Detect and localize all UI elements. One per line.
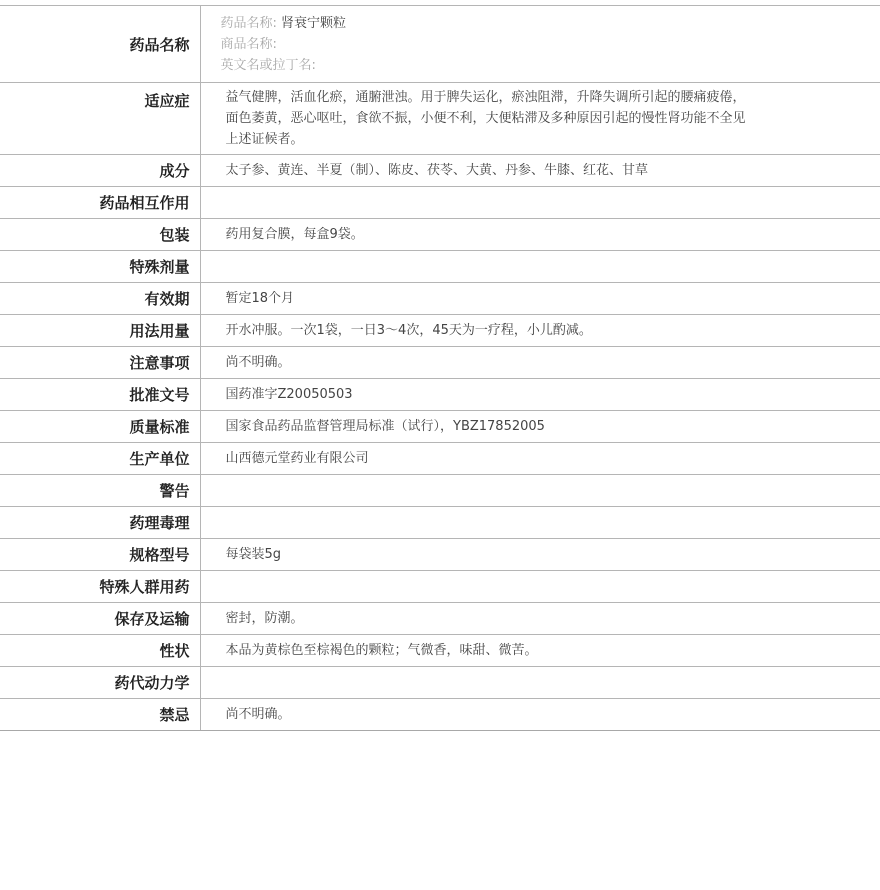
english-name-key: 英文名或拉丁名: — [220, 57, 316, 73]
row-value: 暂定18个月 — [200, 283, 880, 315]
row-value: 国药准字Z20050503 — [200, 379, 880, 411]
row-value: 尚不明确。 — [200, 347, 880, 379]
table-row — [0, 539, 880, 571]
row-value — [200, 667, 880, 699]
generic-name-key: 药品名称: — [220, 15, 277, 31]
row-label: 药理毒理 — [0, 507, 200, 539]
row-value: 开水冲服。一次1袋，一日3～4次，45天为一疗程，小儿酌减。 — [200, 315, 880, 347]
indications-line: 面色萎黄，恶心呕吐，食欲不振，小便不利，大便粘滞及多种原因引起的慢性肾功能不全见 — [225, 111, 746, 126]
row-value: 太子参、黄连、半夏（制）、陈皮、茯苓、大黄、丹参、牛膝、红花、甘草 — [200, 155, 880, 187]
row-label: 警告 — [0, 475, 200, 507]
row-label: 适应症 — [0, 83, 200, 155]
row-label: 性状 — [0, 635, 200, 667]
drug-info-table-body — [0, 6, 880, 731]
row-label: 有效期 — [0, 283, 200, 315]
row-value: 本品为黄棕色至棕褐色的颗粒；气微香，味甜、微苦。 — [200, 635, 880, 667]
row-value: 药用复合膜，每盒9袋。 — [200, 219, 880, 251]
table-row — [0, 219, 880, 251]
table-row — [0, 443, 880, 475]
row-value: 尚不明确。 — [200, 699, 880, 731]
indications-cell — [200, 83, 880, 155]
row-value — [200, 475, 880, 507]
table-row — [0, 347, 880, 379]
row-label: 药品名称 — [0, 6, 200, 83]
generic-name-value: 肾衰宁颗粒 — [281, 15, 347, 31]
row-label: 包装 — [0, 219, 200, 251]
table-row — [0, 667, 880, 699]
drug-name-block — [211, 13, 880, 76]
generic-name-line — [221, 13, 880, 34]
row-drug-name — [0, 6, 880, 83]
row-value — [200, 251, 880, 283]
table-row — [0, 699, 880, 731]
row-label: 药品相互作用 — [0, 187, 200, 219]
table-row — [0, 475, 880, 507]
trade-name-key: 商品名称: — [220, 36, 277, 52]
row-label: 批准文号 — [0, 379, 200, 411]
row-indications — [0, 83, 880, 155]
row-label: 特殊人群用药 — [0, 571, 200, 603]
drug-info-table — [0, 5, 880, 731]
row-label: 规格型号 — [0, 539, 200, 571]
table-row — [0, 635, 880, 667]
row-value — [200, 507, 880, 539]
row-value: 山西德元堂药业有限公司 — [200, 443, 880, 475]
table-row — [0, 155, 880, 187]
table-row — [0, 507, 880, 539]
row-label: 成分 — [0, 155, 200, 187]
table-row — [0, 571, 880, 603]
row-value: 每袋装5g — [200, 539, 880, 571]
trade-name-line — [221, 34, 880, 55]
table-row — [0, 379, 880, 411]
row-label: 用法用量 — [0, 315, 200, 347]
row-label: 生产单位 — [0, 443, 200, 475]
table-row — [0, 283, 880, 315]
english-name-line — [221, 55, 880, 76]
row-value: 国家食品药品监督管理局标准（试行），YBZ17852005 — [200, 411, 880, 443]
table-row — [0, 603, 880, 635]
row-value — [200, 187, 880, 219]
drug-name-cell — [200, 6, 880, 83]
row-value: 密封，防潮。 — [200, 603, 880, 635]
row-label: 药代动力学 — [0, 667, 200, 699]
indications-line: 上述证候者。 — [225, 132, 304, 147]
table-row — [0, 411, 880, 443]
row-label: 注意事项 — [0, 347, 200, 379]
row-label: 保存及运输 — [0, 603, 200, 635]
table-row — [0, 187, 880, 219]
row-value — [200, 571, 880, 603]
row-label: 禁忌 — [0, 699, 200, 731]
row-label: 特殊剂量 — [0, 251, 200, 283]
indications-line: 益气健脾，活血化瘀，通腑泄浊。用于脾失运化，瘀浊阻滞，升降失调所引起的腰痛疲倦， — [225, 90, 746, 105]
table-row — [0, 315, 880, 347]
row-label: 质量标准 — [0, 411, 200, 443]
table-row — [0, 251, 880, 283]
